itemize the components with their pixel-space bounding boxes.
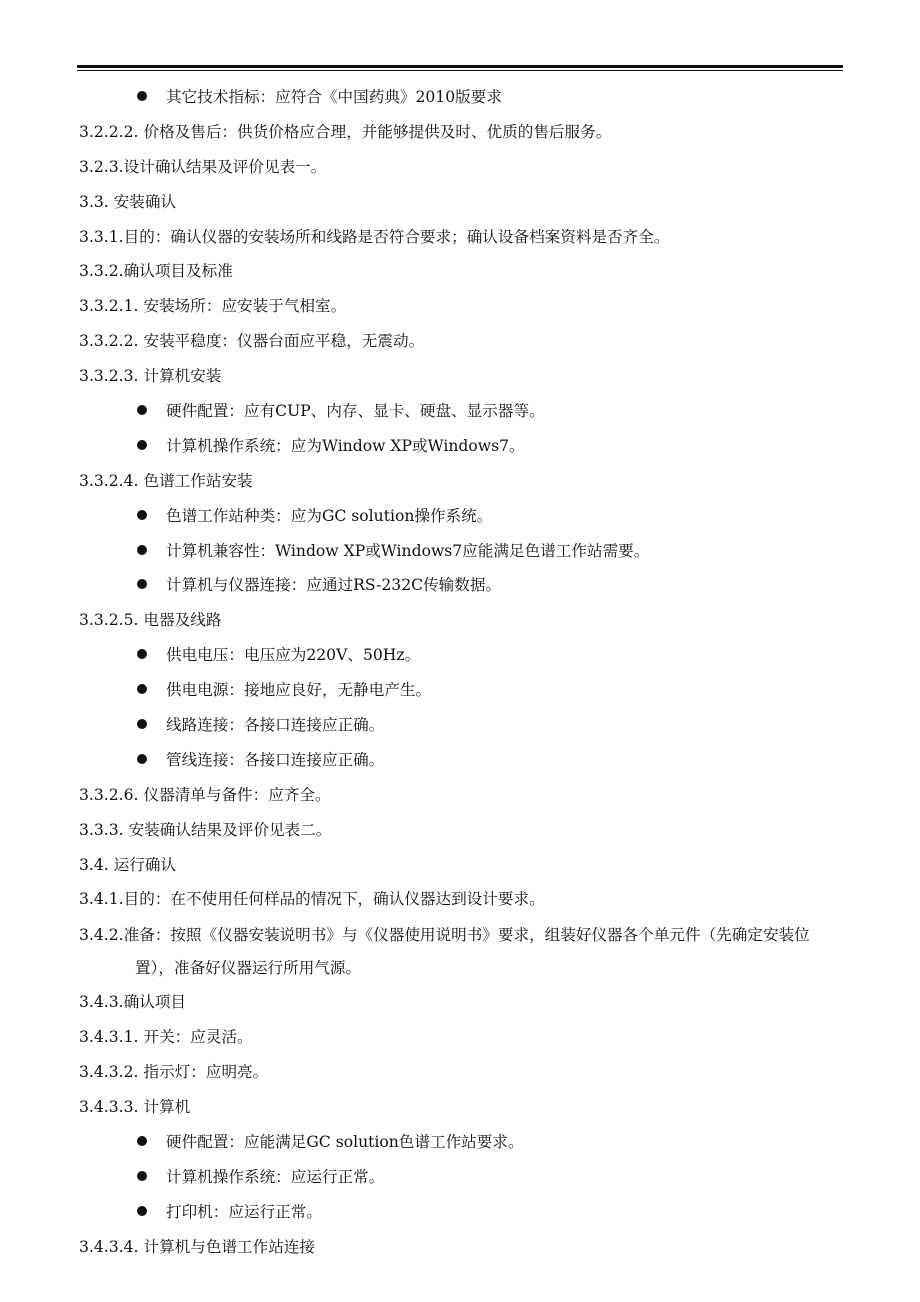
paragraph [0, 605, 920, 640]
line-text: 3.3.3. 安装确认结果及评价见表二。 [79, 820, 332, 839]
paragraph [0, 256, 920, 291]
bullet-icon [137, 684, 147, 694]
list-item [0, 431, 920, 466]
paragraph [0, 466, 920, 501]
line-text: 3.3.2.2. 安装平稳度：仪器台面应平稳，无震动。 [79, 332, 425, 351]
line-text: 3.3.2.1. 安装场所：应安装于气相室。 [79, 297, 347, 316]
line-text: 3.3.1.目的：确认仪器的安装场所和线路是否符合要求；确认设备档案资料是否齐全。 [79, 227, 670, 246]
header-rule [77, 65, 843, 71]
line-text: 色谱工作站种类：应为GC solution操作系统。 [166, 506, 493, 525]
paragraph [0, 1022, 920, 1057]
line-text: 其它技术指标：应符合《中国药典》2010版要求 [166, 88, 502, 106]
line-text: 3.4.3.2. 指示灯：应明亮。 [79, 1063, 269, 1082]
line-text: 3.4.3.确认项目 [79, 993, 187, 1012]
bullet-icon [137, 545, 147, 555]
line-text: 打印机：应运行正常。 [166, 1202, 322, 1221]
paragraph [0, 117, 920, 152]
line-text: 3.2.3.设计确认结果及评价见表一。 [79, 157, 327, 176]
line-text: 3.3.2.3. 计算机安装 [79, 367, 222, 386]
paragraph [0, 1092, 920, 1127]
paragraph [0, 222, 920, 257]
list-item [0, 745, 920, 780]
paragraph [0, 361, 920, 396]
line-text: 计算机操作系统：应运行正常。 [166, 1167, 385, 1186]
bullet-icon [137, 579, 147, 589]
paragraph-wrapped [0, 919, 920, 985]
paragraph [0, 1057, 920, 1092]
bullet-icon [137, 405, 147, 415]
list-item [0, 536, 920, 571]
list-item [0, 1127, 920, 1162]
line-text: 计算机与仪器连接：应通过RS-232C传输数据。 [166, 576, 502, 595]
list-item [0, 1197, 920, 1232]
line-text: 3.4.1.目的：在不使用任何样品的情况下，确认仪器达到设计要求。 [79, 890, 545, 909]
section-heading [0, 850, 920, 885]
line-text: 3.4. 运行确认 [79, 855, 177, 874]
bullet-icon [137, 649, 147, 659]
line-text: 硬件配置：应能满足GC solution色谱工作站要求。 [166, 1132, 524, 1151]
line-text: 3.4.3.3. 计算机 [79, 1098, 191, 1117]
bullet-icon [137, 1171, 147, 1181]
list-item [0, 675, 920, 710]
line-text: 线路连接：各接口连接应正确。 [166, 716, 385, 735]
line-text: 供电电压：电压应为220V、50Hz。 [166, 646, 421, 665]
line-text: 3.3. 安装确认 [79, 192, 177, 211]
bullet-icon [137, 91, 147, 101]
list-item [0, 82, 920, 117]
line-text: 3.4.3.4. 计算机与色谱工作站连接 [79, 1237, 316, 1256]
paragraph [0, 987, 920, 1022]
list-item [0, 570, 920, 605]
list-item [0, 710, 920, 745]
line-text: 管线连接：各接口连接应正确。 [166, 750, 385, 769]
list-item [0, 640, 920, 675]
document-body [0, 82, 920, 1267]
line-text: 计算机兼容性：Window XP或Windows7应能满足色谱工作站需要。 [166, 541, 650, 560]
paragraph [0, 326, 920, 361]
line-text: 硬件配置：应有CUP、内存、显卡、硬盘、显示器等。 [166, 402, 545, 421]
bullet-icon [137, 440, 147, 450]
bullet-icon [137, 1206, 147, 1216]
paragraph [0, 780, 920, 815]
line-text: 供电电源：接地应良好，无静电产生。 [166, 681, 432, 700]
list-item [0, 1162, 920, 1197]
bullet-icon [137, 510, 147, 520]
paragraph [0, 884, 920, 919]
paragraph [0, 815, 920, 850]
line-text: 3.3.2.确认项目及标准 [79, 262, 233, 281]
bullet-icon [137, 754, 147, 764]
paragraph [0, 152, 920, 187]
bullet-icon [137, 719, 147, 729]
line-text: 计算机操作系统：应为Window XP或Windows7。 [166, 436, 525, 455]
list-item [0, 501, 920, 536]
paragraph [0, 1232, 920, 1267]
line-text: 3.4.3.1. 开关：应灵活。 [79, 1028, 253, 1047]
line-text: 3.2.2.2. 价格及售后：供货价格应合理，并能够提供及时、优质的售后服务。 [79, 122, 612, 141]
paragraph [0, 291, 920, 326]
list-item [0, 396, 920, 431]
line-text: 3.4.2.准备：按照《仪器安装说明书》与《仪器使用说明书》要求，组装好仪器各个单元件（先确定安装位置），准备好仪器运行所用气源。 [79, 926, 810, 978]
line-text: 3.3.2.5. 电器及线路 [79, 611, 222, 630]
line-text: 3.3.2.6. 仪器清单与备件：应齐全。 [79, 785, 331, 804]
bullet-icon [137, 1136, 147, 1146]
line-text: 3.3.2.4. 色谱工作站安装 [79, 471, 253, 490]
section-heading [0, 187, 920, 222]
